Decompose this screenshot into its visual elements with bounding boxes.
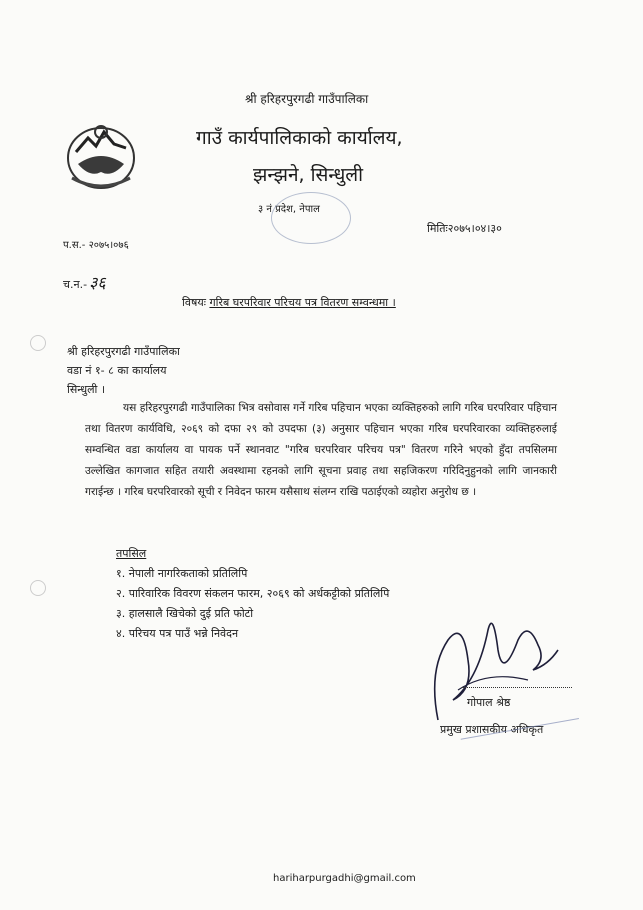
recipient-line: वडा नं १- ८ का कार्यालय xyxy=(67,364,167,377)
office-title: गाउँ कार्यपालिकाको कार्यालय, xyxy=(196,127,403,149)
signatory-name: गोपाल श्रेष्ठ xyxy=(467,696,511,709)
list-item: ४. परिचय पत्र पाउँ भन्ने निवेदन xyxy=(116,627,239,640)
letter-body: यस हरिहरपुरगढी गाउँपालिका भित्र वसोवास गर्ने गरिब पहिचान भएका व्यक्तिहरुको लागि गरिब घरपरिवार पहिचान तथा वितरण कार्यविधि, २०६९ को दफा २९ को उपदफा (३) अनुसार पहिचान भएका गरिब घरपरिवारका व्यक्तिहरुलाई सम्वन्धित वडा कार्यालय वा पायक पर्ने स्थानवाट "गरिब घरपरिवार परिचय पत्र" वितरण गरिने भएको हुँदा तपसिलमा उल्लेखित कागजात सहित तयारी अवस्थामा रहनको लागि सूचना प्रवाह तथा सहजिकरण गरिदिनुहुनको लागि जानकारी गराईन्छ । गरिब घरपरिवारको सूची र निवेदन फारम यसैसाथ संलग्न राखि पठाईएको व्यहोरा अनुरोध छ । xyxy=(85,402,557,498)
footer-email: hariharpurgadhi@gmail.com xyxy=(273,873,416,884)
recipient-address xyxy=(67,342,180,399)
enclosure-list xyxy=(116,564,389,644)
subject-line xyxy=(182,295,396,310)
recipient-line: श्री हरिहरपुरगढी गाउँपालिका xyxy=(67,345,180,358)
office-seal-icon xyxy=(271,192,351,244)
dispatch-label: च.न.- xyxy=(63,278,88,291)
list-item: १. नेपाली नागरिकताको प्रतिलिपि xyxy=(116,567,248,580)
signatory-title: प्रमुख प्रशासकीय अधिकृत xyxy=(440,723,544,736)
list-item: ३. हालसालै खिचेको दुई प्रति फोटो xyxy=(116,607,254,620)
office-place: झन्झने, सिन्धुली xyxy=(253,164,364,186)
dispatch-number xyxy=(63,271,106,293)
handwritten-signature xyxy=(418,600,568,730)
municipality-line: श्री हरिहरपुरगढी गाउँपालिका xyxy=(245,92,369,106)
list-item: २. पारिवारिक विवरण संकलन फारम, २०६९ को अर्धकट्टीको प्रतिलिपि xyxy=(116,587,390,600)
recipient-line: सिन्धुली । xyxy=(67,383,106,396)
punch-hole xyxy=(30,335,46,351)
reference-number: प.स.- २०७५।०७६ xyxy=(63,240,129,251)
dispatch-handwritten-number: ३६ xyxy=(89,273,106,292)
signature-rule xyxy=(462,687,572,688)
letter-date: मितिः२०७५।०४।३० xyxy=(427,222,502,235)
enclosure-title: तपसिल xyxy=(116,547,147,560)
punch-hole xyxy=(30,580,46,596)
subject-text: गरिब घरपरिवार परिचय पत्र वितरण सम्वन्धमा । xyxy=(209,296,396,309)
government-emblem-icon xyxy=(62,118,140,192)
subject-label: विषयः xyxy=(182,296,206,309)
province-line: ३ नं प्रदेश, नेपाल xyxy=(258,204,320,215)
